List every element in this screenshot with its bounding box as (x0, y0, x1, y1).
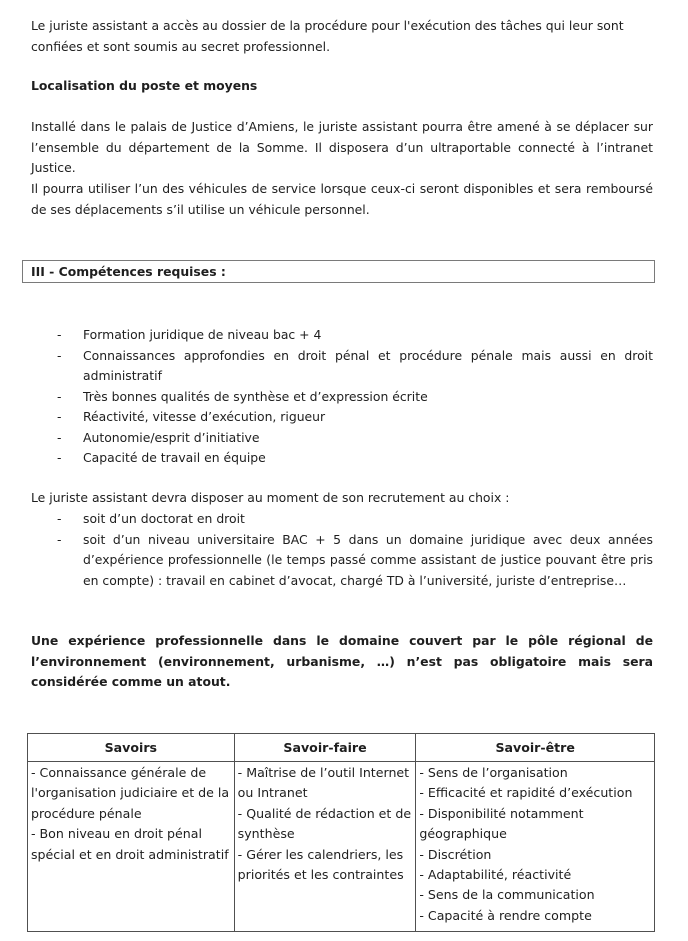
recruitment-intro: Le juriste assistant devra disposer au moment de son recrutement au choix : (31, 490, 510, 505)
savoir-etre-item: - Discrétion (419, 846, 492, 862)
competence-item: - Très bonnes qualités de synthèse et d’expression écrite (55, 387, 653, 408)
localisation-paragraph-1: Installé dans le palais de Justice d’Amiens, le juriste assistant pourra être amené à se déplacer sur l’ensemble du département de la Somme. Il disposera d’un ultraportable connecté à l’intranet Justice. (31, 119, 653, 175)
savoir-etre-item: - Adaptabilité, réactivité (419, 867, 572, 883)
table-row (28, 762, 655, 932)
savoirs-cell (28, 762, 235, 932)
competence-item: - Réactivité, vitesse d’exécution, rigueur (55, 407, 653, 428)
recruitment-option: - soit d’un doctorat en droit (55, 509, 653, 530)
competence-item: - Capacité de travail en équipe (55, 448, 653, 469)
savoir-etre-item: - Sens de l’organisation (419, 765, 568, 780)
competence-item: - Autonomie/esprit d’initiative (55, 428, 653, 449)
savoir-etre-cell (416, 762, 655, 932)
recruitment-options-list (55, 509, 653, 591)
savoirs-item: - Bon niveau en droit pénal spécial et en droit administratif (31, 826, 229, 862)
savoir-etre-item: - Capacité à rendre compte (419, 907, 592, 923)
header-savoirs: Savoirs (28, 734, 235, 762)
recruitment-option: - soit d’un niveau universitaire BAC + 5 dans un domaine juridique avec deux années d’expérience professionnelle (le temps passé comme assistant de justice pouvant être pris en compte) : travail en cabinet d’avocat, chargé TD à l’université, juriste d’entreprise… (55, 530, 653, 592)
experience-note: Une expérience professionnelle dans le domaine couvert par le pôle régional de l’environnement (environnement, urbanisme, …) n’est pas obligatoire mais sera considérée comme un atout. (31, 633, 653, 689)
savoir-faire-item: - Maîtrise de l’outil Internet ou Intranet (237, 765, 410, 801)
section-title: III - Compétences requises : (31, 264, 226, 279)
savoirs-item: - Connaissance générale de l'organisation judiciaire et de la procédure pénale (31, 765, 230, 821)
competence-item: - Formation juridique de niveau bac + 4 (55, 325, 653, 346)
competence-item: - Connaissances approfondies en droit pénal et procédure pénale mais aussi en droit administratif (55, 346, 653, 387)
savoir-etre-item: - Disponibilité notamment géographique (419, 805, 584, 842)
localisation-paragraph-2: Il pourra utiliser l’un des véhicules de service lorsque ceux-ci seront disponibles et sera remboursé de ses déplacements s’il utilise un véhicule personnel. (31, 181, 653, 217)
savoir-faire-item: - Qualité de rédaction et de synthèse (237, 805, 412, 842)
savoir-faire-cell (234, 762, 416, 932)
savoir-etre-item: - Sens de la communication (419, 887, 595, 903)
skills-table-header-row (28, 734, 655, 762)
localisation-heading: Localisation du poste et moyens (31, 78, 258, 93)
savoir-faire-item: - Gérer les calendriers, les priorités et les contraintes (237, 846, 404, 883)
section-title-box (22, 260, 655, 283)
intro-paragraph: Le juriste assistant a accès au dossier de la procédure pour l'exécution des tâches qui leur sont confiées et sont soumis au secret professionnel. (31, 18, 624, 54)
savoir-etre-item: - Efficacité et rapidité d’exécution (419, 785, 633, 801)
header-savoir-etre: Savoir-être (416, 734, 655, 762)
header-savoir-faire: Savoir-faire (234, 734, 416, 762)
competences-list (55, 325, 653, 469)
skills-table (27, 733, 655, 932)
